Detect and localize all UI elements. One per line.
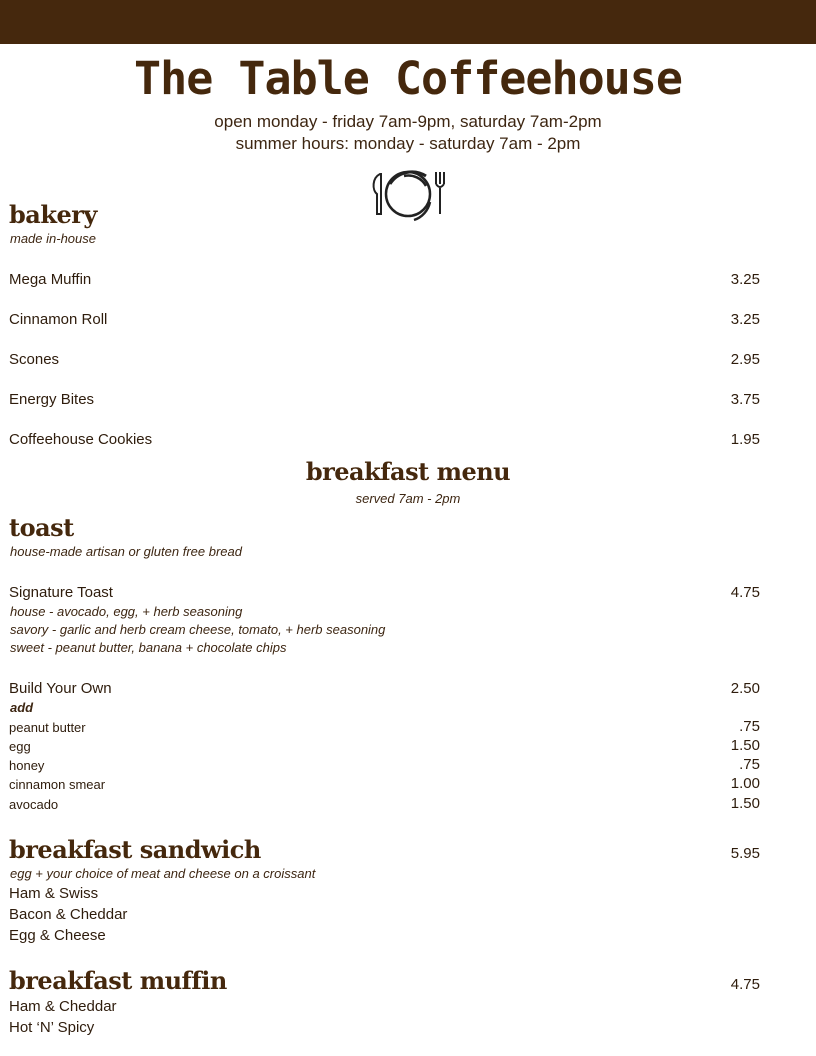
addon-name: avocado: [9, 797, 59, 812]
menu-item-price: 3.25: [730, 311, 760, 328]
sandwich-note: egg + your choice of meat and cheese on a croissant: [10, 866, 316, 881]
menu-item-price: 3.25: [730, 271, 760, 288]
menu-item-name: Scones: [9, 351, 60, 368]
plate-fork-knife-icon: [368, 164, 448, 224]
muffin-option: Hot ‘N’ Spicy: [9, 1019, 95, 1036]
toast-option: savory - garlic and herb cream cheese, tomato, + herb seasoning: [10, 622, 386, 637]
addon-price: .75: [739, 756, 760, 773]
addon-price: 1.00: [730, 775, 760, 792]
addon-label: add: [10, 700, 34, 715]
sandwich-option: Ham & Swiss: [9, 885, 99, 902]
menu-item-price: 5.95: [730, 845, 760, 862]
menu-item-name: Signature Toast: [9, 584, 113, 601]
sandwich-option: Egg & Cheese: [9, 927, 106, 944]
sandwich-option: Bacon & Cheddar: [9, 906, 128, 923]
toast-option: house - avocado, egg, + herb seasoning: [10, 604, 243, 619]
muffin-option: Ham & Cheddar: [9, 998, 117, 1015]
section-heading-breakfast-muffin: breakfast muffin: [9, 966, 227, 995]
section-heading-toast: toast: [9, 513, 74, 542]
addon-name: cinnamon smear: [9, 777, 106, 792]
section-heading-breakfast-menu: breakfast menu: [305, 457, 511, 486]
section-heading-breakfast-sandwich: breakfast sandwich: [9, 835, 261, 864]
menu-item-name: Build Your Own: [9, 680, 112, 697]
menu-item-price: 1.95: [730, 431, 760, 448]
addon-name: honey: [9, 758, 45, 773]
toast-note: house-made artisan or gluten free bread: [10, 544, 242, 559]
menu-item-name: Coffeehouse Cookies: [9, 431, 153, 448]
section-heading-bakery: bakery: [9, 200, 97, 229]
addon-price: .75: [739, 718, 760, 735]
menu-item-price: 4.75: [730, 584, 760, 601]
menu-item-name: Mega Muffin: [9, 271, 92, 288]
menu-item-price: 4.75: [730, 976, 760, 993]
addon-price: 1.50: [730, 737, 760, 754]
breakfast-served-note: served 7am - 2pm: [355, 491, 461, 506]
header-bar: [0, 0, 816, 44]
menu-item-name: Energy Bites: [9, 391, 95, 408]
addon-price: 1.50: [730, 795, 760, 812]
addon-name: peanut butter: [9, 720, 86, 735]
menu-item-price: 2.95: [730, 351, 760, 368]
toast-option: sweet - peanut butter, banana + chocolate chips: [10, 640, 287, 655]
page-title: The Table Coffeehouse: [134, 52, 682, 105]
bakery-note: made in-house: [10, 231, 96, 246]
hours-line-1: open monday - friday 7am-9pm, saturday 7am-2pm: [214, 112, 602, 131]
hours-line-2: summer hours: monday - saturday 7am - 2pm: [235, 134, 581, 153]
menu-item-name: Cinnamon Roll: [9, 311, 108, 328]
addon-name: egg: [9, 739, 31, 754]
menu-item-price: 2.50: [730, 680, 760, 697]
menu-item-price: 3.75: [730, 391, 760, 408]
